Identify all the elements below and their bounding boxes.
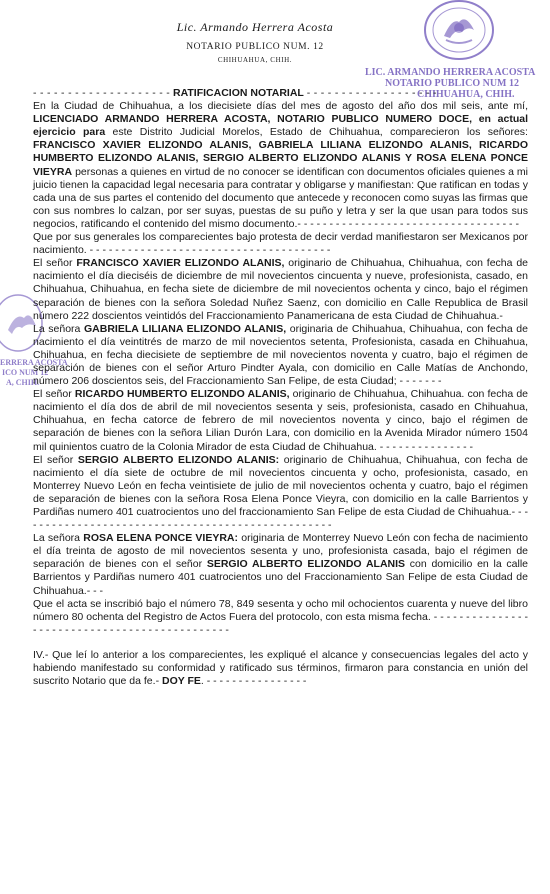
bold-text: GABRIELA LILIANA ELIZONDO ALANIS,	[84, 322, 287, 335]
bold-text: DOY FE	[161, 675, 201, 688]
body-text: originaria de Chihuahua, Chihuahua, con fecha de nacimiento el día veintitrés de marzo de mil novecientos setenta, Profesionista, casada en Chihuahua, Chihuahua, en fecha diecisiete de septiembre de mil novecientos noventa y cuatro, bajo el régimen de separación de bienes con el señor Arturo Pindter Ayala, con domicilio en Calle Matías de Anchondo, número 206 doscientos seis, del Fraccionamiento San Felipe, de esta Ciudad; - - - - - - -	[33, 322, 528, 388]
heading-dashes: - - - - - - - - - - - - - - - - - - - -	[33, 87, 171, 99]
bold-text: FRANCISCO XAVIER ELIZONDO ALANIS,	[76, 257, 285, 270]
body-text: Que el acta se inscribió bajo el número 78, 849 sesenta y ocho mil ochocientos cuarenta y nueve del libro número 80 ochenta del Registro de Actos Fuera del protocolo, con esta misma fecha. - - - - - - - - - - - - - - - - - - - - - - - - - - - - - - - - - - - - - - - - - - - - - -	[33, 597, 528, 636]
body-text: originario de Chihuahua, Chihuahua, con fecha de nacimiento el día siete de octubre de mil novecientos cincuenta y ocho, profesionista, casado, en Monterrey Nuevo León en fecha veintisiete de julio de mil novecientos ochenta y cuatro, bajo el régimen de separación de bienes con la señora Rosa Elena Ponce Vieyra, con domicilio en la calle Barrientos y Pardiñas numero 401 cuatrocientos uno del fraccionamiento San Felipe de esta Ciudad de Chihuahua.- - - - - - - - - - - - - - - - - - - - - - - - - - - - - - - - - - - - - - - - - - - - - - - - - -	[33, 453, 528, 532]
body-text: originaria de Monterrey Nuevo León con fecha de nacimiento el día treinta de agosto de mil novecientos sesenta y uno, profesionista casada, bajo el régimen de separación de bienes con el señor	[33, 532, 528, 571]
official-seal-icon	[404, 0, 514, 62]
document-body	[33, 87, 528, 688]
paragraph-closing	[33, 649, 528, 688]
side-stamp-line-1: ERRERA ACOSTA	[0, 358, 68, 367]
paragraph-appearance	[33, 100, 528, 231]
notary-name: Lic. Armando Herrera Acosta	[176, 20, 334, 34]
bold-text: SERGIO ALBERTO ELIZONDO ALANIS	[206, 558, 406, 571]
paragraph-gabriela	[33, 323, 528, 388]
stamp-line-2: NOTARIO PUBLICO NUM 12	[385, 78, 519, 89]
body-text: originario de Chihuahua, Chihuahua, con fecha de nacimiento el día dieciséis de diciembre de mil novecientos cincuenta y nueve, profesionista, casado, en Chihuahua, Chihuahua, en fecha siete de diciembre de mil novecientos ochenta y cinco, bajo el régimen separación de bienes con la señora Soledad Nuñez Saenz, con domicilio en Calle Republica de Brasil número 222 doscientos veintidós del Fraccionamiento Panamericana de esta Ciudad de Chihuahua.-	[33, 257, 528, 322]
body-text: La señora	[33, 322, 84, 335]
bold-text: RICARDO HUMBERTO ELIZONDO ALANIS,	[74, 388, 290, 401]
bold-text: ROSA ELENA PONCE VIEYRA:	[83, 532, 239, 545]
body-text: IV.- Que leí lo anterior a los comparecientes, les expliqué el alcance y consecuencias legales del acto y habiendo manifestado su conformidad y ratificado sus términos, firmaron para constancia en unión del suscrito Notario que da fe.-	[33, 648, 528, 688]
body-text: En la Ciudad de Chihuahua, a los diecisiete días del mes de agosto del año dos mil seis, ante mí,	[33, 100, 528, 113]
paragraph-registry	[33, 598, 528, 637]
notary-title: NOTARIO PUBLICO NUM. 12	[186, 42, 324, 52]
side-stamp-line-2: ICO NUM 12	[2, 368, 49, 377]
notary-city: CHIHUAHUA, CHIH.	[217, 56, 293, 64]
body-text: personas a quienes en virtud de no conocer se identifican con documentos oficiales quienes a mi juicio tienen la capacidad legal necesaria para contratar y obligarse y manifiestan: Que ratifican en todas y cada una de sus partes el contenido del documento que antecede y reconocen como suyas las firmas que con sus nombres lo calzan, por ser suyas, puestas de su puño y letra y ser la que usan para todos sus negocios, ratificando el contenido del mismo documento.- - - - - - - - - - - - - - - - - - - - - - - - - - - - - - - - - - -	[33, 165, 528, 230]
bold-text: LICENCIADO ARMANDO HERRERA ACOSTA, NOTARIO PUBLICO NUMERO DOCE, en actual ejercicio para	[33, 113, 528, 139]
document-heading: RATIFICACION NOTARIAL	[172, 87, 304, 99]
body-text: . - - - - - - - - - - - - - - - -	[200, 675, 307, 688]
body-text: con domicilio en la calle Barrientos y Pardiñas numero 401 cuatrocientos uno del Fraccionamiento San Felipe de esta Ciudad de Chihuahua.- - -	[33, 558, 529, 597]
paragraph-nationality	[33, 231, 528, 257]
heading-tail: - - - - - - - - - - - - - - - - - - -	[306, 87, 437, 99]
body-text: La señora	[33, 532, 84, 545]
stamp-line-1: LIC. ARMANDO HERRERA ACOSTA	[365, 67, 536, 78]
bold-text: SERGIO ALBERTO ELIZONDO ALANIS:	[77, 453, 280, 466]
paragraph-francisco	[33, 257, 528, 322]
body-text: Que por sus generales los comparecientes bajo protesta de decir verdad manifiestaron ser Mexicanos por nacimiento. - - - - - - - - - - - - - - - - - - - - - - - - - - - - - - - - - - - - - -	[33, 231, 528, 257]
body-text: El señor	[33, 453, 78, 466]
paragraph-rosa	[33, 532, 528, 597]
paragraph-ricardo	[33, 388, 528, 453]
body-text: este Distrito Judicial Morelos, Estado de Chihuahua, comparecieron los señores:	[105, 126, 528, 139]
stamp-line-3: CHIHUAHUA, CHIH.	[417, 89, 515, 100]
body-text: originario de Chihuahua, Chihuahua. con fecha de nacimiento el día dos de abril de mil novecientos sesenta y seis, profesionista, casado en Chihuahua, Chihuahua, en fecha catorce de febrero de mil novecientos noventa y cinco, bajo el régimen de separación de bienes con la señora Lilian Durón Lara, con domicilio en la Avenida Mirador número 1504 mil quinientos cuatro de la Colonia Mirador de esta Ciudad de Chihuahua. - - - - - - - - - - - - - - -	[33, 388, 528, 453]
bold-text: FRANCISCO XAVIER ELIZONDO ALANIS, GABRIELA LILIANA ELIZONDO ALANIS, RICARDO HUMBERTO ELIZONDO ALANIS, SERGIO ALBERTO ELIZONDO ALANIS Y ROSA ELENA PONCE VIEYRA	[33, 139, 528, 178]
heading-line	[33, 87, 528, 100]
side-stamp-line-3: A, CHIH.	[6, 378, 40, 387]
body-text: El señor	[33, 388, 75, 401]
paragraph-sergio	[33, 454, 528, 533]
body-text: El señor	[33, 257, 77, 270]
